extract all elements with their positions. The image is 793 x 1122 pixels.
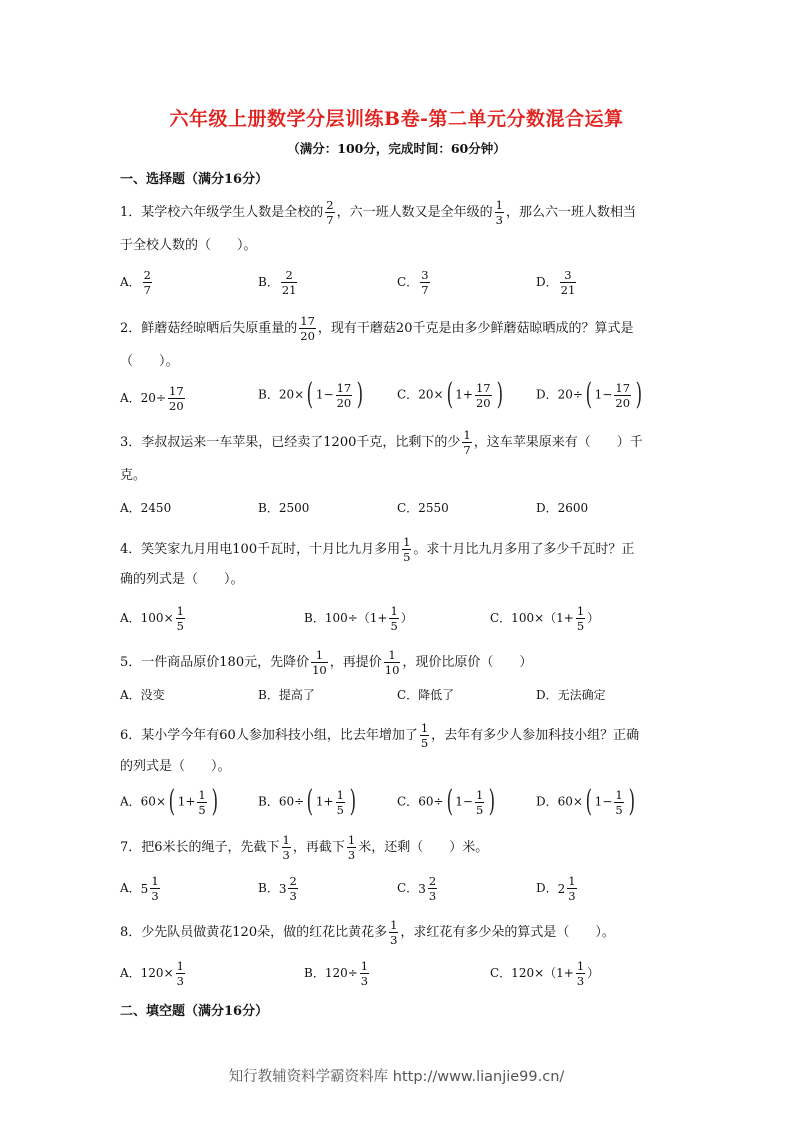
option-b[interactable]: B．提高了 xyxy=(258,688,315,702)
option-a[interactable]: A． 5 $\frac{1}{3}$ xyxy=(120,874,159,903)
right-paren: ) xyxy=(628,784,635,819)
right-paren: ) xyxy=(356,377,364,412)
fraction: $\frac{2}{21}$ xyxy=(281,268,297,297)
left-paren: ( xyxy=(306,784,314,819)
fraction: $\frac{17}{20}$ xyxy=(300,314,315,343)
fraction: $\frac{1}{5}$ xyxy=(475,787,484,817)
fraction: $\frac{1}{3}$ xyxy=(176,959,184,988)
question-2: 2．鲜蘑菇经晾晒后失原重量的 $\frac{17}{20}$ ，现有干蘑菇20千克是由多少鲜蘑菇晾晒成的？算式是 xyxy=(120,314,634,343)
fraction: $\frac{1}{5}$ xyxy=(336,787,344,817)
fraction: $\frac{1}{5}$ xyxy=(198,787,206,817)
option-a[interactable]: A．20÷ $\frac{17}{20}$ xyxy=(120,384,184,413)
page-title: 六年级上册数学分层训练B卷-第二单元分数混合运算 xyxy=(169,108,624,130)
question-2-line2: （ ）。 xyxy=(120,354,179,369)
section-heading-fill: 二、填空题（满分16分） xyxy=(120,1004,269,1019)
fraction: $\frac{1}{3}$ xyxy=(568,874,576,903)
page-subtitle: （满分：100分，完成时间：60分钟） xyxy=(287,141,506,156)
option-d[interactable]: D． $\frac{3}{21}$ xyxy=(536,268,576,297)
right-paren: ) xyxy=(635,377,643,412)
right-paren: ) xyxy=(349,784,356,819)
option-d[interactable]: D． 2 $\frac{1}{3}$ xyxy=(536,874,576,903)
fraction: $\frac{3}{21}$ xyxy=(560,268,576,297)
option-b[interactable]: B． $\frac{2}{21}$ xyxy=(258,268,297,297)
right-paren: ) xyxy=(211,784,218,819)
option-c[interactable]: C． $\frac{3}{7}$ xyxy=(397,268,429,297)
fraction: $\frac{1}{3}$ xyxy=(347,833,356,862)
option-b[interactable]: B．60÷( 1+ $\frac{1}{5}$ ) xyxy=(258,784,356,819)
option-c[interactable]: C．降低了 xyxy=(397,688,455,702)
option-d[interactable]: D．20÷( 1− $\frac{17}{20}$ ) xyxy=(536,377,643,412)
fraction: $\frac{1}{5}$ xyxy=(176,604,184,633)
fraction: $\frac{1}{3}$ xyxy=(151,874,159,903)
fraction: $\frac{2}{7}$ xyxy=(143,268,151,297)
question-3-line2: 克。 xyxy=(120,468,147,483)
question-4-line2: 确的列式是（ ）。 xyxy=(120,572,244,587)
option-d[interactable]: D．无法确定 xyxy=(536,688,606,702)
option-a[interactable]: A．没变 xyxy=(120,688,165,702)
left-paren: ( xyxy=(585,784,593,819)
fraction: $\frac{2}{3}$ xyxy=(289,874,297,903)
fraction: $\frac{2}{7}$ xyxy=(326,198,334,227)
left-paren: ( xyxy=(446,784,453,819)
option-c[interactable]: C．100×（1+ $\frac{1}{5}$ ） xyxy=(490,604,600,633)
footer-watermark: 知行教辅资料学霸资料库 http://www.lianjie99.cn/ xyxy=(228,1069,565,1085)
fraction: $\frac{1}{3}$ xyxy=(282,833,290,862)
option-c[interactable]: C．120×（1+ $\frac{1}{3}$ ） xyxy=(490,959,600,988)
option-a[interactable]: A．2450 xyxy=(120,501,172,515)
option-c[interactable]: C．60÷( 1− $\frac{1}{5}$ ) xyxy=(397,784,496,819)
left-paren: ( xyxy=(585,377,593,412)
question-7: 7．把6米长的绳子，先截下 $\frac{1}{3}$ ，再截下 $\frac{1}{3}$ 米，还剩（ ）米。 xyxy=(120,833,489,862)
fraction: $\frac{17}{20}$ xyxy=(475,380,491,410)
fraction: $\frac{1}{3}$ xyxy=(360,959,369,988)
fraction: $\frac{17}{20}$ xyxy=(169,384,184,413)
option-b[interactable]: B． 3 $\frac{2}{3}$ xyxy=(258,874,297,903)
option-c[interactable]: C． 3 $\frac{2}{3}$ xyxy=(397,874,437,903)
fraction: $\frac{1}{3}$ xyxy=(576,959,585,988)
question-6-line2: 的列式是（ ）。 xyxy=(120,759,231,774)
option-b[interactable]: B．120÷ $\frac{1}{3}$ xyxy=(304,959,369,988)
left-paren: ( xyxy=(168,784,176,819)
option-d[interactable]: D．60×( 1− $\frac{1}{5}$ ) xyxy=(536,784,635,819)
fraction: $\frac{1}{5}$ xyxy=(576,604,585,633)
option-b[interactable]: B．100÷（1+ $\frac{1}{5}$ ） xyxy=(304,604,413,633)
option-a[interactable]: A． $\frac{2}{7}$ xyxy=(120,268,151,297)
question-6: 6．某小学今年有60人参加科技小组，比去年增加了 $\frac{1}{5}$ ，去年有多少人参加科技小组？正确 xyxy=(120,721,640,750)
option-b[interactable]: B．2500 xyxy=(258,501,310,515)
right-paren: ) xyxy=(488,784,496,819)
option-a[interactable]: A．120× $\frac{1}{3}$ xyxy=(120,959,184,988)
left-paren: ( xyxy=(306,377,314,412)
question-5: 5．一件商品原价180元，先降价 $\frac{1}{10}$ ，再提价 $\frac{1}{10}$ ，现价比原价（ ） xyxy=(120,648,533,677)
right-paren: ) xyxy=(496,377,503,412)
fraction: $\frac{17}{20}$ xyxy=(615,380,631,410)
question-1: 1．某学校六年级学生人数是全校的 $\frac{2}{7}$ ，六一班人数又是全年级的 $\frac{1}{3}$ ，那么六一班人数相当 xyxy=(120,198,636,227)
fraction: $\frac{1}{5}$ xyxy=(403,535,411,564)
fraction: $\frac{1}{10}$ xyxy=(384,648,400,677)
question-1-line2: 于全校人数的（ ）。 xyxy=(120,238,257,253)
fraction: $\frac{1}{10}$ xyxy=(312,648,327,677)
fraction: $\frac{1}{3}$ xyxy=(495,198,503,227)
option-b[interactable]: B．20×( 1− $\frac{17}{20}$ ) xyxy=(258,377,364,412)
fraction: $\frac{1}{7}$ xyxy=(463,428,471,457)
option-d[interactable]: D．2600 xyxy=(536,501,589,515)
fraction: $\frac{2}{3}$ xyxy=(428,874,437,903)
fraction: $\frac{17}{20}$ xyxy=(336,380,352,410)
question-4: 4．笑笑家九月用电100千瓦时，十月比九月多用 $\frac{1}{5}$ 。求十月比九月多用了多少千瓦时？正 xyxy=(120,535,635,564)
fraction: $\frac{1}{5}$ xyxy=(615,787,623,817)
fraction: $\frac{1}{5}$ xyxy=(420,721,429,750)
option-c[interactable]: C．20×( 1+ $\frac{17}{20}$ ) xyxy=(397,377,503,412)
left-paren: ( xyxy=(446,377,453,412)
fraction: $\frac{3}{7}$ xyxy=(421,268,429,297)
question-8: 8．少先队员做黄花120朵，做的红花比黄花多 $\frac{1}{3}$ ，求红花有多少朵的算式是（ ）。 xyxy=(120,918,615,947)
question-3: 3．李叔叔运来一车苹果，已经卖了1200千克，比剩下的少 $\frac{1}{7}$ ，这车苹果原来有（ ）千 xyxy=(120,428,643,457)
section-heading-choice: 一、选择题（满分16分） xyxy=(120,172,269,187)
option-c[interactable]: C．2550 xyxy=(397,501,449,515)
option-a[interactable]: A．100× $\frac{1}{5}$ xyxy=(120,604,184,633)
fraction: $\frac{1}{3}$ xyxy=(390,918,398,947)
fraction: $\frac{1}{5}$ xyxy=(390,604,398,633)
option-a[interactable]: A．60×( 1+ $\frac{1}{5}$ ) xyxy=(120,784,218,819)
